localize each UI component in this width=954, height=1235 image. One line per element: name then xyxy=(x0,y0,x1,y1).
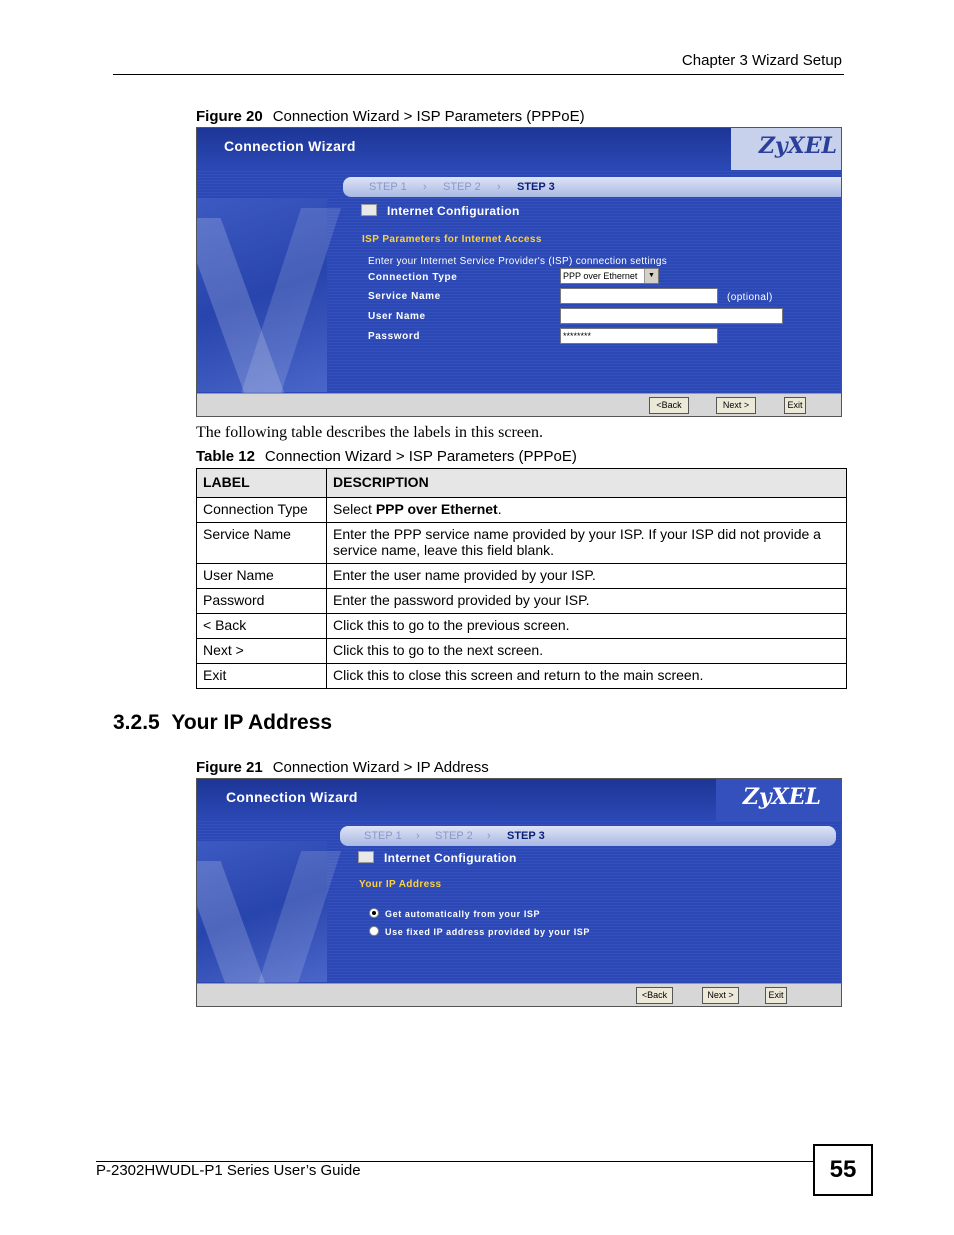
chevron-down-icon[interactable]: ▼ xyxy=(644,269,658,283)
next-button[interactable]: Next > xyxy=(702,987,739,1004)
step-2: STEP 2 xyxy=(443,181,481,193)
table-header-row xyxy=(197,469,847,498)
step-1: STEP 1 xyxy=(364,830,402,842)
figure-21-screenshot xyxy=(196,778,842,1007)
row-description: Select PPP over Ethernet. xyxy=(327,498,847,523)
step-2: STEP 2 xyxy=(435,830,473,842)
exit-button[interactable]: Exit xyxy=(784,397,806,414)
figure-21-label: Figure 21 xyxy=(196,759,263,776)
row-description: Enter the PPP service name provided by your ISP. If your ISP did not provide a service name, leave this field blank. xyxy=(327,523,847,564)
wizard-title: Connection Wizard xyxy=(224,138,356,154)
wizard-title: Connection Wizard xyxy=(226,789,358,805)
table-12-caption xyxy=(196,448,577,465)
radio-selected-icon[interactable] xyxy=(369,908,379,918)
figure-21-caption-text: Connection Wizard > IP Address xyxy=(272,759,489,776)
table-12-caption-text: Connection Wizard > ISP Parameters (PPPoE) xyxy=(264,448,577,465)
section-title: Your IP Address xyxy=(171,711,333,734)
password-input[interactable]: ******** xyxy=(560,328,718,344)
row-description: Enter the password provided by your ISP. xyxy=(327,589,847,614)
figure-20-label: Figure 20 xyxy=(196,108,263,125)
internet-configuration-heading: Internet Configuration xyxy=(358,851,517,865)
step-1: STEP 1 xyxy=(369,181,407,193)
guide-title: P-2302HWUDL-P1 Series User’s Guide xyxy=(96,1162,361,1179)
page-number: 55 xyxy=(813,1144,873,1196)
row-description: Click this to go to the previous screen. xyxy=(327,614,847,639)
intro-text: Enter your Internet Service Provider's (ISP) connection settings xyxy=(368,256,668,267)
back-button[interactable]: <Back xyxy=(649,397,689,414)
ip-option-automatic[interactable]: Get automatically from your ISP xyxy=(369,904,540,922)
internet-configuration-heading: Internet Configuration xyxy=(361,204,520,218)
folder-icon xyxy=(358,851,374,863)
table-row xyxy=(197,614,847,639)
optional-note: (optional) xyxy=(727,292,773,303)
connection-type-select[interactable]: PPP over Ethernet ▼ xyxy=(560,268,659,284)
header-rule xyxy=(113,74,844,75)
section-heading xyxy=(113,711,332,735)
row-label: Connection Type xyxy=(197,498,327,523)
chapter-header: Chapter 3 Wizard Setup xyxy=(681,52,842,69)
figure-20-caption xyxy=(196,108,585,125)
zyxel-logo: ZyXEL xyxy=(731,128,841,170)
service-name-input[interactable] xyxy=(560,288,718,304)
row-description: Click this to go to the next screen. xyxy=(327,639,847,664)
step-indicator: STEP 1 › STEP 2 › STEP 3 xyxy=(340,826,836,846)
body-paragraph: The following table describes the labels in this screen. xyxy=(196,424,544,441)
figure-21-caption xyxy=(196,759,489,776)
table-row xyxy=(197,564,847,589)
row-label: < Back xyxy=(197,614,327,639)
table-12-label: Table 12 xyxy=(196,448,255,465)
row-description: Click this to close this screen and return to the main screen. xyxy=(327,664,847,689)
figure-20-screenshot xyxy=(196,127,842,417)
row-label: Next > xyxy=(197,639,327,664)
step-3: STEP 3 xyxy=(507,830,545,842)
next-button[interactable]: Next > xyxy=(716,397,756,414)
wizard-title-bar xyxy=(197,779,841,821)
zyxel-logo: ZyXEL xyxy=(716,779,841,821)
row-description: Enter the user name provided by your ISP. xyxy=(327,564,847,589)
figure-20-caption-text: Connection Wizard > ISP Parameters (PPPoE) xyxy=(272,108,585,125)
labels-table xyxy=(196,468,847,689)
table-row xyxy=(197,664,847,689)
decorative-x-panel xyxy=(197,841,327,982)
isp-parameters-heading: ISP Parameters for Internet Access xyxy=(362,234,542,245)
password-label: Password xyxy=(368,331,421,342)
your-ip-address-heading: Your IP Address xyxy=(359,879,442,890)
column-header-label: LABEL xyxy=(197,469,327,498)
decorative-x-panel xyxy=(197,198,327,392)
folder-icon xyxy=(361,204,377,216)
table-row xyxy=(197,498,847,523)
table-row xyxy=(197,639,847,664)
connection-type-label: Connection Type xyxy=(368,272,458,283)
radio-unselected-icon[interactable] xyxy=(369,926,379,936)
service-name-label: Service Name xyxy=(368,291,441,302)
user-name-input[interactable] xyxy=(560,308,783,324)
row-label: Password xyxy=(197,589,327,614)
section-number: 3.2.5 xyxy=(113,711,160,734)
user-name-label: User Name xyxy=(368,311,426,322)
exit-button[interactable]: Exit xyxy=(765,987,787,1004)
button-bar xyxy=(197,393,841,416)
step-3: STEP 3 xyxy=(517,181,555,193)
wizard-title-bar xyxy=(197,128,841,170)
table-row xyxy=(197,523,847,564)
back-button[interactable]: <Back xyxy=(636,987,673,1004)
step-indicator: STEP 1 › STEP 2 › STEP 3 xyxy=(343,177,841,197)
button-bar xyxy=(197,983,841,1006)
ip-option-fixed[interactable]: Use fixed IP address provided by your ISP xyxy=(369,922,590,940)
column-header-description: DESCRIPTION xyxy=(327,469,847,498)
table-row xyxy=(197,589,847,614)
row-label: Service Name xyxy=(197,523,327,564)
row-label: User Name xyxy=(197,564,327,589)
row-label: Exit xyxy=(197,664,327,689)
